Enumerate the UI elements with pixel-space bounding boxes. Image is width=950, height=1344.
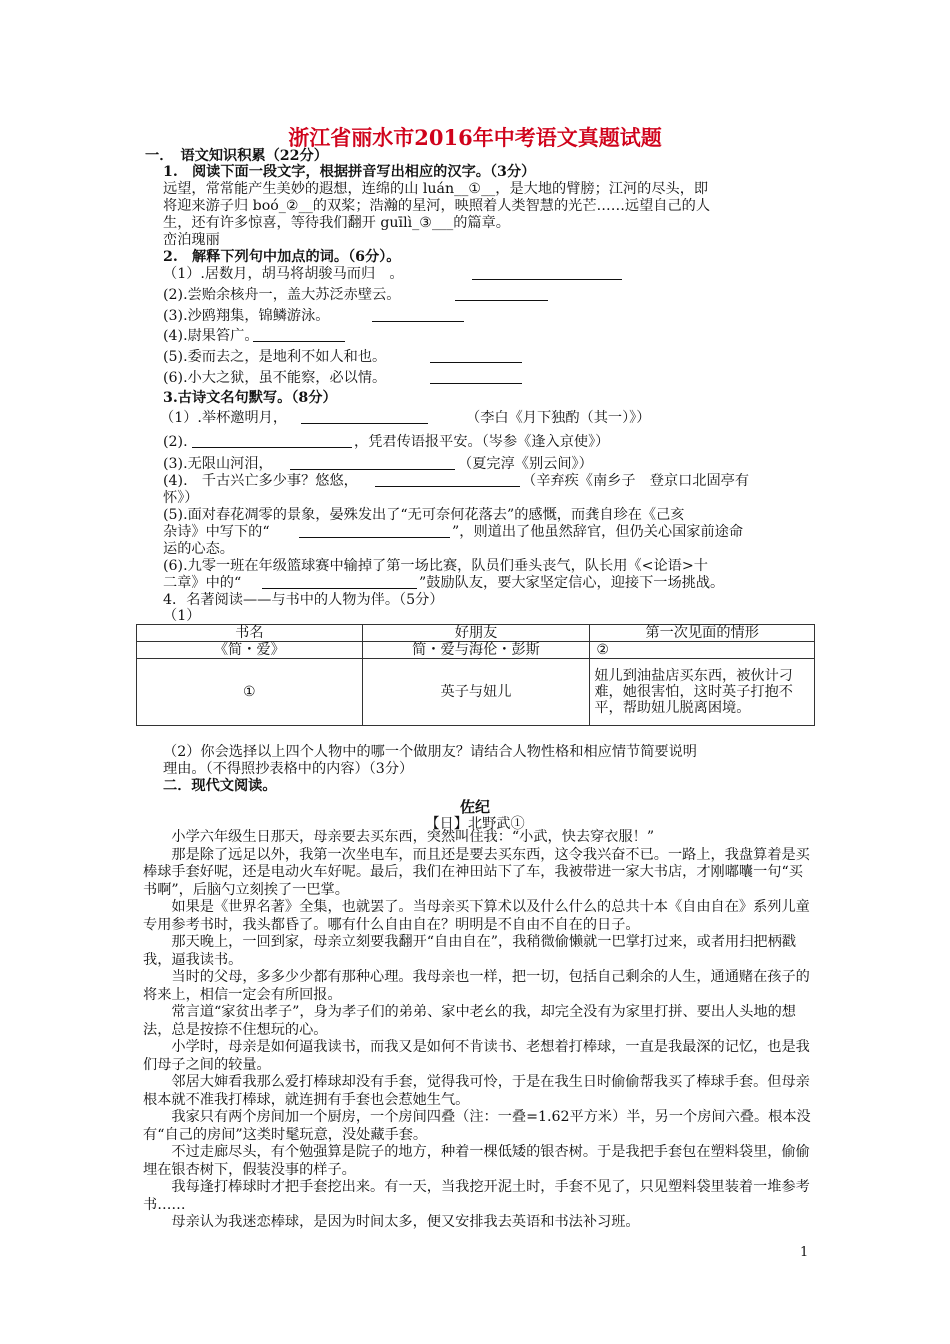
table-cell: 《简・爱》 bbox=[137, 642, 363, 659]
q3-line-4-source-cont: 怀》） bbox=[163, 490, 199, 506]
q3-line-6b-end: ”鼓励队友，要大家坚定信心，迎接下一场挑战。 bbox=[419, 575, 725, 591]
q2-blank-1[interactable] bbox=[472, 278, 622, 280]
q3-blank-2[interactable] bbox=[192, 446, 352, 448]
q3-line-3-source: （夏完淳《别云间》） bbox=[458, 456, 593, 472]
q3-line-2-prefix: (2). bbox=[163, 434, 188, 450]
q3-line-5b-start: 杂诗》中写下的“ bbox=[163, 524, 270, 540]
q3-blank-4[interactable] bbox=[375, 485, 520, 487]
q4-heading: 4．名著阅读——与书中的人物为伴。（5分） bbox=[163, 592, 444, 608]
q2-item-6: (6).小大之狱，虽不能察，必以情。 bbox=[163, 370, 387, 386]
q4-sub2-line-2: 理由。（不得照抄表格中的内容）（3分） bbox=[163, 761, 414, 777]
story-author: 【日】北野武① bbox=[425, 816, 525, 832]
story-paragraph: 那天晚上，一回到家，母亲立刻要我翻开“自由自在”，我稍微偷懒就一巴掌打过来，或者用扫把柄戳我，逼我读书。 bbox=[143, 934, 796, 968]
q3-line-3-text: (3).无限山河泪， bbox=[163, 456, 273, 472]
story-paragraph: 小学时，母亲是如何逼我读书，而我又是如何不肯读书、老想着打棒球，一直是我最深的记忆，也是我们母子之间的较量。 bbox=[143, 1039, 810, 1073]
table-cell-answer[interactable]: ② bbox=[590, 642, 815, 659]
story-paragraph: 邻居大婶看我那么爱打棒球却没有手套，觉得我可怜，于是在我生日时偷偷帮我买了棒球手套。但母亲根本就不准我打棒球，就连拥有手套也会惹她生气。 bbox=[143, 1074, 810, 1108]
table-cell: 妞儿到油盐店买东西，被伙计刁难，她很害怕，这时英子打抱不平，帮助妞儿脱离困境。 bbox=[590, 659, 815, 726]
q2-item-1: （1）.居数月，胡马将胡骏马而归 。 bbox=[163, 266, 404, 282]
story-title: 佐纪 bbox=[459, 798, 490, 816]
q2-blank-4[interactable] bbox=[253, 340, 345, 342]
story-paragraph: 常言道“家贫出孝子”，身为孝子们的弟弟、家中老幺的我，却完全没有为家里打拼、要出人头地的想法，总是按捺不住想玩的心。 bbox=[143, 1004, 796, 1038]
q3-line-5c: 运的心态。 bbox=[163, 541, 234, 557]
q2-blank-2[interactable] bbox=[455, 299, 548, 301]
story-paragraph: 我家只有两个房间加一个厨房，一个房间四叠（注：一叠=1.62平方米）半，另一个房间六叠。根本没有“自己的房间”这类时髦玩意，没处藏手套。 bbox=[143, 1109, 811, 1143]
page-number: 1 bbox=[800, 1245, 809, 1260]
q2-heading: 2. 解释下列句中加点的词。（6分）。 bbox=[163, 249, 401, 265]
table-header-row bbox=[137, 625, 815, 642]
q3-blank-6[interactable] bbox=[262, 587, 417, 589]
q3-blank-3[interactable] bbox=[290, 468, 455, 470]
q3-blank-5[interactable] bbox=[299, 536, 450, 538]
table-cell: 简・爱与海伦・彭斯 bbox=[362, 642, 590, 659]
q3-line-4-source: （辛弃疾《南乡子 登京口北固亭有 bbox=[522, 473, 750, 489]
story-paragraph: 那是除了远足以外，我第一次坐电车，而且还是要去买东西，这令我兴奋不已。一路上，我盘算着是买棒球手套好呢，还是电动火车好呢。最后，我们在神田站下了车，我被带进一家大书店，才刚嘟囔一句“买书啊”，后脑勺立刻挨了一巴掌。 bbox=[143, 846, 810, 898]
section1-heading: 一． 语文知识积累（22分） bbox=[145, 148, 328, 164]
q1-line-3: 生，还有许多惊喜，等待我们翻开 guīlì_③___的篇章。 bbox=[163, 215, 510, 231]
q3-line-6a: (6).九零一班在年级篮球赛中输掉了第一场比赛，队员们垂头丧气，队长用《<论语>十 bbox=[163, 558, 708, 574]
story-body bbox=[143, 829, 813, 1232]
table-row bbox=[137, 659, 815, 726]
table-header: 书名 bbox=[137, 625, 363, 642]
table-row bbox=[137, 642, 815, 659]
q3-line-5b-end: ”，则道出了他虽然辞官，但仍关心国家前途命 bbox=[452, 524, 744, 540]
q3-line-1-source: （李白《月下独酌（其一）》） bbox=[466, 410, 651, 426]
q1-heading: 1. 阅读下面一段文字，根据拼音写出相应的汉字。（3分） bbox=[163, 164, 536, 180]
story-paragraph: 小学六年级生日那天，母亲要去买东西，突然叫住我：“小武，快去穿衣服！” bbox=[171, 829, 655, 845]
q4-sub2-line-1: （2）你会选择以上四个人物中的哪一个做朋友？请结合人物性格和相应情节简要说明 bbox=[163, 744, 697, 760]
q2-blank-6[interactable] bbox=[430, 382, 522, 384]
q2-item-2: (2).尝贻余核舟一，盖大苏泛赤壁云。 bbox=[163, 287, 401, 303]
q4-sub1: （1） bbox=[163, 608, 201, 624]
q3-line-5a: (5).面对春花凋零的景象，晏殊发出了“无可奈何花落去”的感慨，而龚自珍在《己亥 bbox=[163, 507, 685, 523]
table-cell-answer[interactable]: ① bbox=[137, 659, 363, 726]
section2-heading: 二．现代文阅读。 bbox=[163, 778, 277, 794]
table-cell: 英子与妞儿 bbox=[362, 659, 590, 726]
story-paragraph: 不过走廊尽头，有个勉强算是院子的地方，种着一棵低矮的银杏树。于是我把手套包在塑料袋里，偷偷埋在银杏树下，假装没事的样子。 bbox=[143, 1144, 810, 1178]
page-title: 浙江省丽水市2016年中考语文真题试题 bbox=[288, 125, 662, 150]
q1-line-1: 远望，常常能产生美妙的遐想，连绵的山 luán__①__，是大地的臂膀；江河的尽头，即 bbox=[163, 181, 709, 197]
story-paragraph: 母亲认为我迷恋棒球，是因为时间太多，便又安排我去英语和书法补习班。 bbox=[171, 1214, 640, 1230]
q2-item-5: (5).委而去之，是地利不如人和也。 bbox=[163, 349, 387, 365]
q2-blank-3[interactable] bbox=[372, 320, 464, 322]
story-paragraph: 如果是《世界名著》全集，也就罢了。当母亲买下算术以及什么什么的总共十本《自由自在》系列儿童专用参考书时，我头都昏了。哪有什么自由自在？明明是不自由不自在的日子。 bbox=[143, 899, 810, 933]
story-paragraph: 当时的父母，多多少少都有那种心理。我母亲也一样，把一切，包括自己剩余的人生，通通赌在孩子的将来上，相信一定会有所回报。 bbox=[143, 969, 810, 1003]
q2-blank-5[interactable] bbox=[430, 361, 522, 363]
q2-item-4: (4).尉果笞广。 bbox=[163, 328, 259, 344]
table-header: 好朋友 bbox=[362, 625, 590, 642]
q1-answer-line: 峦泊瑰丽 bbox=[163, 232, 220, 248]
q1-line-2: 将迎来游子归 boó_②__的双桨；浩瀚的星河，映照着人类智慧的光芒……远望自己的人 bbox=[163, 198, 711, 214]
q3-heading: 3.古诗文名句默写。（8分） bbox=[163, 390, 337, 406]
reading-table bbox=[136, 624, 815, 726]
story-paragraph: 我每逢打棒球时才把手套挖出来。有一天，当我挖开泥土时，手套不见了，只见塑料袋里装着一堆参考书…… bbox=[143, 1179, 810, 1213]
q3-line-1-text: （1）.举杯邀明月， bbox=[160, 410, 288, 426]
q3-line-6b-start: 二章》中的“ bbox=[163, 575, 242, 591]
q3-line-2-text: ，凭君传语报平安。（岑参《逢入京使》） bbox=[354, 434, 610, 450]
q2-item-3: (3).沙鸥翔集，锦鳞游泳。 bbox=[163, 308, 330, 324]
q3-blank-1[interactable] bbox=[301, 422, 428, 424]
table-header: 第一次见面的情形 bbox=[590, 625, 815, 642]
q3-line-4-text: (4). 千古兴亡多少事？悠悠， bbox=[163, 473, 358, 489]
